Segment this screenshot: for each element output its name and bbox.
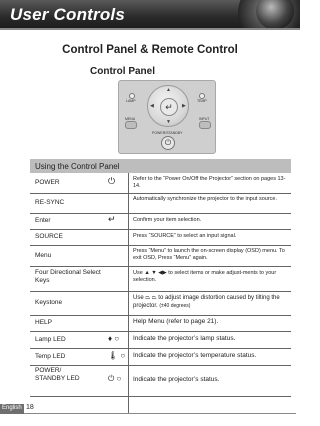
row-description: Indicate the projector’s temperature status. <box>133 352 257 359</box>
table-row <box>30 193 291 214</box>
row-description: Refer to the “Power On/Off the Projector” section on pages 13-14. <box>133 176 286 189</box>
row-label: Menu <box>35 252 52 259</box>
row-description-suffix: to select items or make adjust-ments to your selection. <box>133 270 277 283</box>
row-description-prefix: Use <box>133 270 143 276</box>
enter-button-icon: ↵ <box>160 98 178 116</box>
table-row <box>30 348 291 366</box>
input-button <box>199 121 211 129</box>
row-label: HELP <box>35 319 52 326</box>
header-rule <box>0 28 300 30</box>
directional-pad <box>147 85 189 127</box>
menu-button <box>125 121 137 129</box>
table-row <box>30 266 291 292</box>
footer-rule <box>24 413 296 414</box>
row-description: Indicate the projector’s lamp status. <box>133 335 236 342</box>
table-row <box>30 331 291 349</box>
row-label: Enter <box>35 217 51 224</box>
temp-label: TEMP <box>197 99 207 103</box>
control-panel-illustration <box>118 80 214 152</box>
power-button-icon: ⏻ <box>161 136 175 150</box>
table-header-label: Using the Control Panel <box>35 162 120 171</box>
page-header-title: User Controls <box>10 5 126 24</box>
arrow-up-icon: ▲ <box>166 87 171 93</box>
row-description-suffix: to adjust image distortion caused by tilting the projector. <box>133 295 280 309</box>
table-row <box>30 213 291 230</box>
table-row <box>30 229 291 246</box>
row-description <box>133 270 289 284</box>
table-row <box>30 245 291 267</box>
keystone-icon: ⏢ ⏢ <box>145 295 157 301</box>
row-label: POWER/ STANDBY LED <box>35 367 80 382</box>
row-description <box>133 294 289 310</box>
table-header <box>30 159 291 173</box>
row-label: SOURCE <box>35 233 63 240</box>
arrow-right-icon: ▶ <box>182 103 186 109</box>
power-standby-label: POWER/STANDBY <box>152 131 183 135</box>
table-row <box>30 291 291 316</box>
power-led-icon: ⏻ ○ <box>108 374 122 383</box>
row-description: Press “Menu” to launch the on-screen display (OSD) menu. To exit OSD, Press “Menu” again. <box>133 248 285 261</box>
section-title: Control Panel & Remote Control <box>62 44 238 56</box>
page-number: 18 <box>26 404 34 411</box>
input-label: INPUT <box>199 117 210 121</box>
lamp-led-icon: ♦ ○ <box>108 334 120 343</box>
row-label: Temp LED <box>35 353 66 360</box>
table-row <box>30 173 291 194</box>
row-label: Keystone <box>35 299 63 306</box>
table-row <box>30 365 291 397</box>
enter-arrow-icon: ↵ <box>108 214 116 224</box>
row-label: POWER <box>35 179 60 186</box>
lamp-label: LAMP <box>126 99 136 103</box>
row-description-note: (±40 degrees) <box>159 303 191 309</box>
four-arrows-icon: ▲ ▼ ◀▶ <box>144 270 167 276</box>
page-header-banner <box>0 0 300 30</box>
row-description: Press “SOURCE” to select an input signal. <box>133 233 237 239</box>
row-label: Lamp LED <box>35 336 66 343</box>
arrow-left-icon: ◀ <box>150 103 154 109</box>
row-description: Confirm your item selection. <box>133 217 202 223</box>
row-label: Four Directional Select Keys <box>35 269 101 284</box>
temp-led-icon: 🌡︎ ○ <box>108 351 126 360</box>
row-description: Help Menu (refer to page 21). <box>133 318 219 325</box>
footer-language: English <box>2 405 22 411</box>
row-description-prefix: Use <box>133 295 144 301</box>
subsection-title: Control Panel <box>90 66 156 77</box>
menu-label: MENU <box>125 117 136 121</box>
power-icon: ⏻ <box>108 176 116 186</box>
row-description: Indicate the projector’s status. <box>133 376 220 383</box>
control-panel-body <box>118 80 216 154</box>
table-row <box>30 315 291 332</box>
row-description: Automatically synchronize the projector to the input source. <box>133 196 277 202</box>
row-label: RE-SYNC <box>35 199 65 206</box>
arrow-down-icon: ▼ <box>166 119 171 125</box>
